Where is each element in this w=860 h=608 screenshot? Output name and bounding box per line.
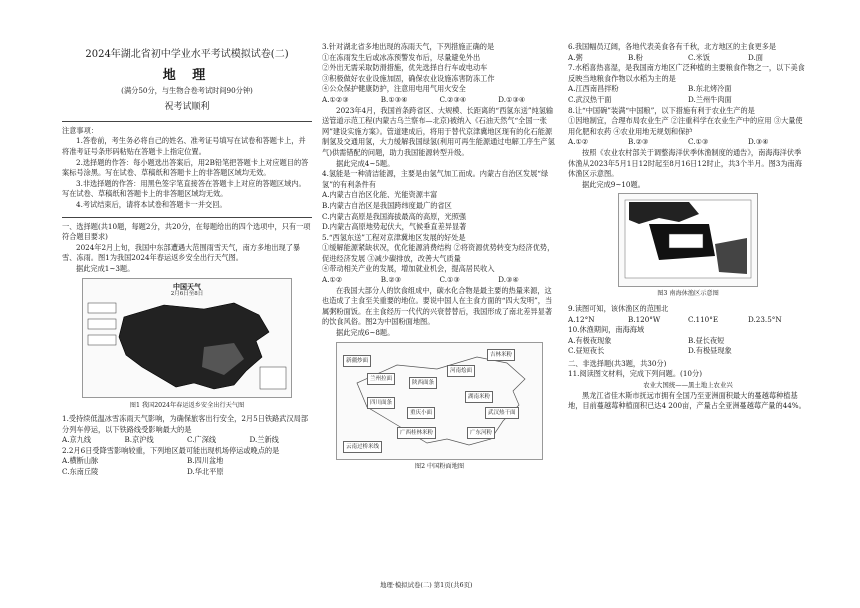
question-2-options [62, 467, 312, 478]
option[interactable]: B.②③ [628, 137, 649, 147]
option[interactable]: D.兰州牛肉面 [688, 94, 732, 104]
option[interactable]: B.东北烤冷面 [688, 84, 732, 94]
question-8: 8.让“中国碗”装满“中国粮”，以下措施有利于农业生产的是 [568, 105, 755, 115]
statement: ③积极做好农业设施加固，确保农业设施冻害防冻工作 [322, 73, 495, 83]
note-item: 4.考试结束后，请将本试卷和答题卡一并交回。 [76, 199, 227, 209]
map-label: 河南烩面 [447, 365, 475, 378]
question-3: 3.针对湖北省多地出现的冻雨天气，下列措施正确的是 [322, 42, 495, 51]
score-note: (满分50分，与生物合卷考试时间90分钟) [121, 85, 253, 95]
option[interactable]: A.有极夜现象 [568, 335, 612, 345]
figure-date: 2月6日至8日 [170, 290, 204, 297]
question-8-options [568, 137, 808, 148]
material-paragraph: 按照《农业农村部关于调整海洋伏季休渔制度的通告》，南海海洋伏季休渔从2023年5月1日12时起至8月16日12时止，共3个半月。图3为南海休渔区示意图。 [568, 147, 802, 179]
question-5: 5.“西氢东送”工程对京津冀地区发展的好处是 [322, 232, 466, 242]
prompt-text: 据此完成6~8题。 [336, 328, 395, 338]
option[interactable]: C.米饭 [688, 52, 710, 62]
option[interactable]: A.①② [322, 275, 343, 285]
wish-text: 祝考试顺利 [164, 102, 210, 113]
option[interactable]: D.华北平原 [187, 467, 224, 477]
figure-2-caption: 图2 中国粉面地图 [414, 462, 465, 470]
divider [62, 121, 312, 122]
map-label: 云南过桥米线 [343, 441, 382, 454]
statement: ②外出无需采取防滑措施，优先选择自行车或电动车 [322, 63, 488, 73]
option[interactable]: C.东南丘陵 [62, 467, 99, 477]
question-7: 7.水稻喜热喜湿，是我国南方地区广泛种植的主要粮食作物之一，以下美食反映当地粮食作物以水稻为主的是 [568, 63, 805, 83]
question-1-options [62, 435, 312, 446]
question-7-options [568, 84, 808, 95]
figure-1-weather-map [82, 278, 292, 398]
option[interactable]: C.110°E [688, 314, 719, 324]
option[interactable]: D.③④ [748, 137, 769, 147]
column-2 [322, 0, 557, 608]
map-label: 广东河粉 [467, 427, 495, 440]
option[interactable]: C.①③ [439, 275, 460, 285]
material-subtitle: 农业大国统——黑土地上农业兴 [643, 381, 733, 390]
figure-3-caption: 图3 南海休渔区示意图 [657, 290, 719, 298]
option[interactable]: C.武汉热干面 [568, 94, 612, 104]
map-label: 广西桂林米粉 [397, 427, 436, 440]
question-1: 1.受持续低温冰雪冻雨天气影响，为确保旅客出行安全，2月5日铁路武汉局部分列车停运，以下铁路线受影响最大的是 [62, 414, 309, 434]
statement: ④公众保护健康防护，注意用电用气用火安全 [322, 84, 466, 94]
option[interactable]: B.120°W [628, 314, 661, 324]
column-3 [568, 0, 808, 608]
option[interactable]: D.面 [748, 52, 763, 62]
exam-title: 2024年湖北省初中学业水平考试模拟试卷(二) [85, 49, 289, 60]
question-6-options [568, 53, 808, 64]
option[interactable]: A.①② [568, 137, 589, 147]
option[interactable]: B.京沪线 [124, 435, 154, 445]
material-paragraph: 2023年4月，我国首条跨省区、大规模、长距离的“西氢东送”纯氢输送管道示范工程(内蒙古乌兰察布—北京)被纳入《石油天然气“全国一张网”建设实施方案》。管道建成后，将用于替代京津冀地区现有的化石能源制氢及交通用氢，大力缓解我国绿氢(利用可再生能源通过电解工序生产氢气)供需错配的问题，助力我国能源转型升级。 [322, 105, 555, 157]
question-9: 9.读图可知，该休渔区的范围北 [568, 303, 669, 313]
figure-header: 中国天气 [173, 281, 201, 291]
question-10-options [568, 346, 808, 357]
question-7-options [568, 95, 808, 106]
option[interactable]: A.江西南昌拌粉 [568, 84, 619, 94]
map-label: 吉林米粉 [487, 349, 515, 362]
option[interactable]: A.内蒙古自治区化能、光能资源丰富 [322, 190, 438, 200]
option[interactable]: C.①③ [688, 137, 709, 147]
option[interactable]: C.②③④ [439, 94, 467, 104]
question-10: 10.休渔期间，南海海域 [568, 325, 645, 335]
question-2-options [62, 456, 312, 467]
option[interactable]: A.粥 [568, 52, 583, 62]
note-item: 3.非选择题的作答：用黑色签字笔直接答在答题卡上对应的答题区域内。写在试卷、草稿纸和答题卡上的非答题区域均无效。 [62, 178, 306, 199]
south-china-sea-map-icon [619, 194, 757, 284]
intro-paragraph: 2024年2月上旬，我国中东部遭遇大范围雨雪天气，南方多地出现了暴雪、冻雨。图1为我国2024年春运返乡安全出行天气图。 [62, 242, 301, 263]
statement: ④带动相关产业的发展，增加就业机会，提高居民收入 [322, 264, 495, 274]
option[interactable]: B.内蒙古自治区是我国跨纬度最广的省区 [322, 200, 452, 210]
option[interactable]: D.③④ [498, 275, 519, 285]
option[interactable]: B.①③④ [380, 94, 408, 104]
figure-2-noodle-map [336, 342, 543, 460]
option[interactable]: D.有极昼现象 [688, 346, 732, 356]
page-footer: 地理·模拟试卷(二) 第1页(共6页) [380, 581, 473, 589]
option[interactable]: A.12°N [568, 314, 595, 324]
question-5-options [322, 275, 557, 286]
subject-title: 地 理 [162, 68, 212, 83]
map-label: 武汉热干面 [485, 407, 519, 420]
notes-title: 注意事项： [62, 125, 98, 135]
column-1 [62, 0, 312, 608]
map-label: 湖南米粉 [465, 391, 493, 404]
question-9-options [568, 315, 808, 326]
option[interactable]: C.昼短夜长 [568, 346, 605, 356]
figure-3-south-sea-map [618, 193, 758, 287]
statement: ①因地制宜，合理布局农业生产 ②注重科学在农业生产中的应用 ③大量使用化肥和农药 ④农业用地无规划和保护 [568, 116, 803, 136]
material-paragraph: 在我国大部分人的饮食组成中，碳水化合物是最主要的热量来源，这也造成了主食至关重要的地位。要说中国人在主食方面的“四大发明”，当属粥粉面饭。在主食经历一代代的兴衰替替后，我国形成了南北差异显著的饮食风俗。图2为中国粉面地图。 [322, 285, 553, 327]
option[interactable]: D.兰新线 [249, 435, 279, 445]
option[interactable]: B.昼长夜短 [688, 335, 725, 345]
map-label: 陕西面条 [409, 377, 437, 390]
section1-title: 一、选择题(共10题，每题2分，共20分，在每题给出的四个选项中，只有一项符合题目要求) [62, 221, 311, 242]
prompt-text: 据此完成9~10题。 [582, 179, 645, 189]
option[interactable]: B.四川盆地 [187, 456, 224, 466]
divider [62, 217, 312, 218]
question-4: 4.氢能是一种清洁能源，主要是由氢气加工而成。内蒙古自治区发展“绿氢”的有利条件有 [322, 169, 549, 189]
statement: ①在冻雨发生后或冰冻预警发布后，尽量避免外出 [322, 52, 481, 62]
option[interactable]: C.广深线 [187, 435, 217, 445]
prompt-text: 据此完成4~5题。 [336, 158, 395, 168]
option[interactable]: A.①②③ [322, 94, 349, 104]
figure-1-caption: 图1 我国2024年春运返乡安全出行天气图 [129, 401, 245, 409]
option[interactable]: D.内蒙古高原地势起伏大，气候垂直差异显著 [322, 222, 467, 232]
option[interactable]: D.①③④ [498, 94, 526, 104]
option[interactable]: D.23.5°N [748, 314, 782, 324]
option[interactable]: A.京九线 [62, 435, 92, 445]
statement: ①缓解能源紧缺状况，优化能源消费结构 ②将资源优势转变为经济优势，促进经济发展 ③减少碳排放，改善大气质量 [322, 243, 555, 263]
option[interactable]: B.②③ [380, 275, 402, 285]
option[interactable]: C.内蒙古高原是我国海拔最高的高原，光照强 [322, 211, 467, 221]
note-item: 2.选择题的作答：每小题选出答案后，用2B铅笔把答题卡上对应题目的答案标号涂黑。写在试卷、草稿纸和答题卡上的非答题区域均无效。 [62, 157, 309, 178]
china-weather-map-icon [84, 297, 292, 395]
material-paragraph: 黑龙江省佳木斯市抚远市拥有全国乃至亚洲面积最大的蔓越莓种植基地，目前蔓越莓种植面积已达4 200亩，产量占全亚洲蔓越莓产量的44%。 [568, 390, 806, 411]
section2-title: 二、非选择题(共3题，共30分) [568, 358, 667, 368]
map-label: 新疆炒面 [343, 355, 371, 368]
note-item: 1.答卷前，考生务必将自己的姓名、准考证号填写在试卷和答题卡上，并将准考证号条形码粘贴在答题卡上指定位置。 [62, 136, 306, 156]
prompt-text: 据此完成1~3题。 [76, 263, 135, 273]
option[interactable]: A.横断山脉 [62, 456, 99, 466]
question-2: 2.2月6日受降雪影响较重，下列地区最可能出现机场停运或晚点的是 [62, 445, 280, 455]
map-label: 四川面条 [367, 397, 395, 410]
map-label: 兰州拉面 [367, 373, 395, 386]
question-11: 11.阅读图文材料，完成下列问题。(10分) [568, 369, 702, 379]
question-10-options [568, 336, 808, 347]
question-6: 6.我国幅员辽阔，各地代表美食各有千秋，北方地区的主食更多是 [568, 42, 777, 51]
question-3-options [322, 95, 557, 106]
option[interactable]: B.粉 [628, 52, 643, 62]
map-label: 重庆小面 [407, 407, 435, 420]
